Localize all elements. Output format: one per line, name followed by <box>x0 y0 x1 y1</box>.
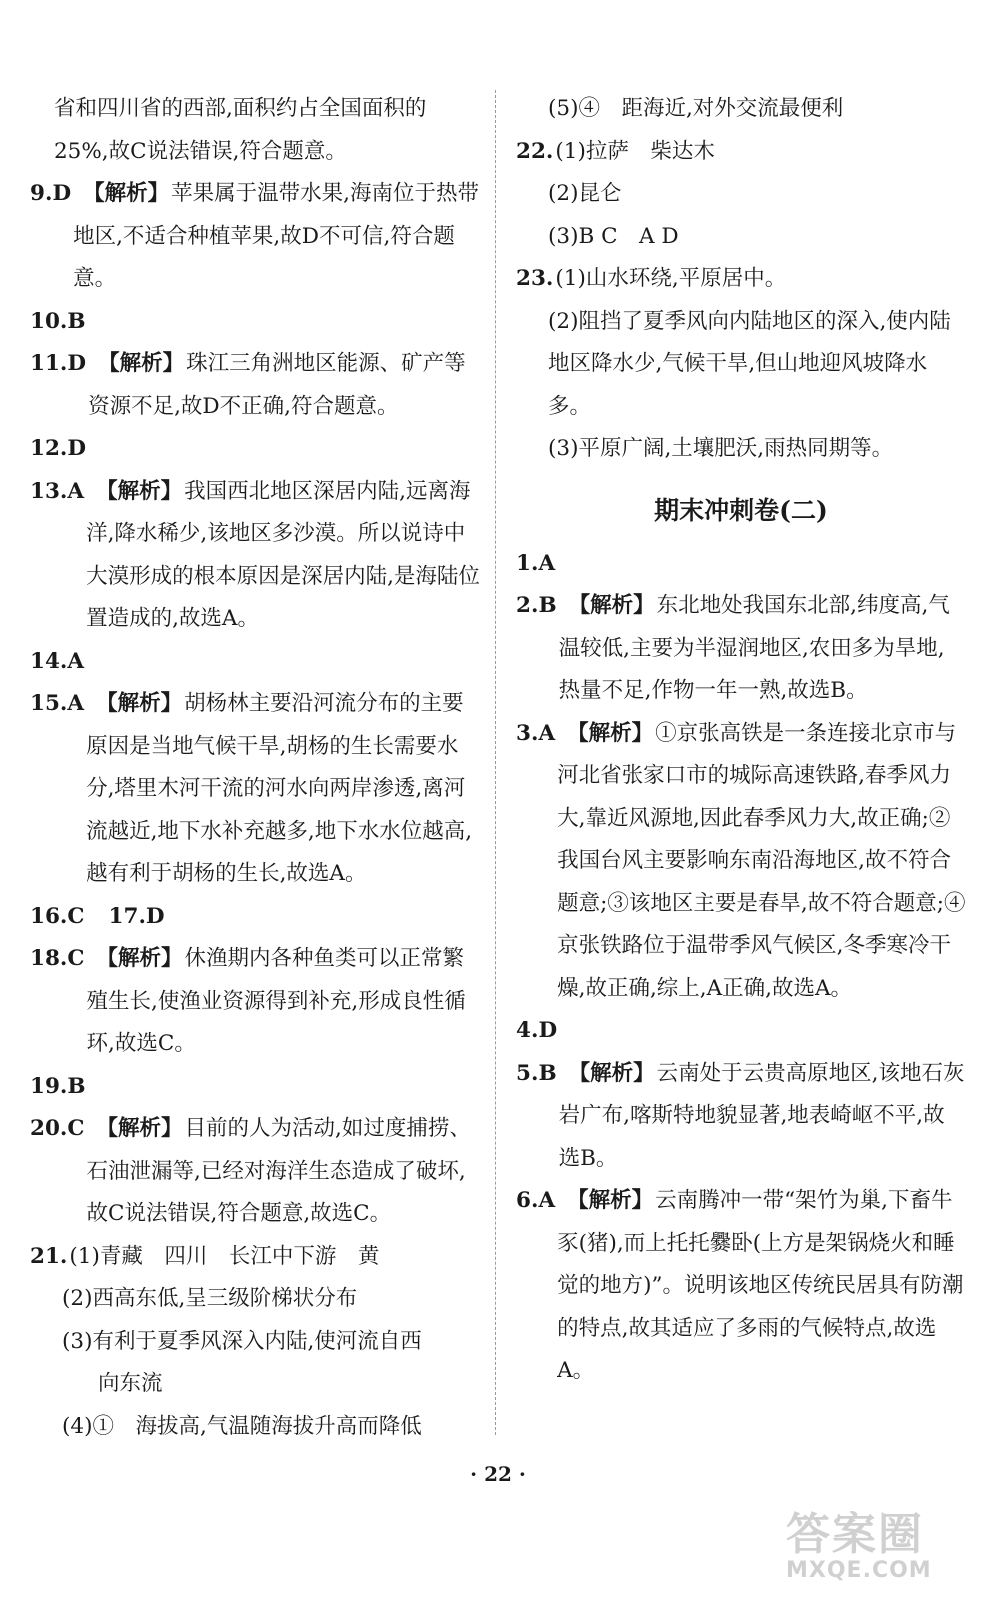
answer-text: 我国西北地区深居内陆,远离海洋,降水稀少,该地区多沙漠。所以说诗中大漠形成的根本原因是深居内陆,是海陆位置造成的,故选A。 <box>86 478 480 631</box>
sub-answer: (2)阻挡了夏季风向内陆地区的深入,使内陆地区降水少,气候干旱,但山地迎风坡降水多。 <box>548 308 951 419</box>
analysis-tag: 【解析】 <box>96 946 183 971</box>
sub-answer: (5)④ 距海近,对外交流最便利 <box>548 96 844 121</box>
answer-item <box>30 471 480 641</box>
answer-item <box>30 343 480 428</box>
question-number: 19.B <box>30 1073 86 1099</box>
answer-text: (1)拉萨 柴达木 <box>555 138 715 164</box>
answer-item <box>30 683 480 896</box>
watermark-url: MXQE.COM <box>786 1558 932 1583</box>
answer-text: 珠江三角洲地区能源、矿产等资源不足,故D不正确,符合题意。 <box>88 351 466 419</box>
page-number: · 22 · <box>470 1462 526 1486</box>
answer-body <box>88 343 480 428</box>
answer-item <box>30 938 480 1066</box>
answer-body <box>559 585 966 713</box>
answer-item <box>30 1108 480 1236</box>
answer-body <box>73 173 480 301</box>
answer-text: ①京张高铁是一条连接北京市与河北省张家口市的城际高速铁路,春季风力大,靠近风源地,因此春季风力大,故正确;②我国台风主要影响东南沿海地区,故不符合题意;③该地区主要是春旱,故不符合题意;④京张铁路位于温带季风气候区,冬季寒冷干燥,故正确,综上,A正确,故选A。 <box>557 720 966 1001</box>
answer-item <box>516 258 966 301</box>
answer-text: 苹果属于温带水果,海南位于热带地区,不适合种植苹果,故D不可信,符合题意。 <box>73 181 479 291</box>
answer-body <box>87 938 480 1066</box>
sub-answer: (3)平原广阔,土壤肥沃,雨热同期等。 <box>548 436 894 461</box>
answer-item <box>30 896 480 939</box>
answer-body <box>86 471 480 641</box>
answer-text: 云南腾冲一带“架竹为巢,下畜牛豕(猪),而上托托爨卧(上方是架锅烧火和睡觉的地方)”。说明该地区传统民居具有防潮的特点,故其适应了多雨的气候特点,故选A。 <box>557 1188 964 1383</box>
analysis-tag: 【解析】 <box>96 478 183 504</box>
watermark-logo <box>786 1509 976 1592</box>
answer-text: 云南处于云贵高原地区,该地石灰岩广布,喀斯特地貌显著,地表崎岖不平,故选B。 <box>558 1060 965 1171</box>
right-column <box>516 88 966 1393</box>
answer-item <box>516 1180 966 1393</box>
question-number: 15.A <box>30 691 85 716</box>
question-number: 22. <box>516 138 554 164</box>
question-number: 13.A <box>30 478 85 504</box>
answer-item <box>516 585 966 713</box>
right-column-bottom <box>516 543 966 1393</box>
answer-item <box>30 428 480 471</box>
answer-text: (1)山水环绕,平原居中。 <box>555 266 787 291</box>
section-title: 期末冲刺卷(二) <box>654 495 828 525</box>
question-number: 6.A <box>516 1188 556 1213</box>
answer-item <box>516 543 966 586</box>
question-number: 12.D <box>30 436 87 461</box>
answer-body <box>557 713 966 1011</box>
sub-answer: (2)西高东低,呈三级阶梯状分布 <box>62 1286 358 1311</box>
right-column-top <box>516 88 966 471</box>
analysis-tag: 【解析】 <box>96 1116 183 1141</box>
analysis-tag: 【解析】 <box>567 1188 654 1213</box>
answer-text: (1)青藏 四川 长江中下游 黄 <box>69 1243 380 1269</box>
answer-body <box>557 1180 966 1393</box>
analysis-tag: 【解析】 <box>98 351 185 376</box>
question-number: 11.D <box>30 351 87 376</box>
question-number: 9.D <box>30 181 72 206</box>
question-number: 1.A <box>516 550 556 576</box>
question-number: 16.C <box>30 903 85 929</box>
answer-item <box>30 1236 480 1279</box>
answer-item <box>516 713 966 1011</box>
question-number: 10.B <box>30 308 86 334</box>
answer-body <box>555 258 966 301</box>
answer-item <box>30 1066 480 1109</box>
question-number: 4.D <box>516 1018 558 1043</box>
watermark-main: 答案圈 <box>786 1509 924 1560</box>
answer-body <box>87 896 480 939</box>
analysis-tag: 【解析】 <box>568 1060 655 1086</box>
answer-body <box>87 1108 480 1236</box>
answer-text: 目前的人为活动,如过度捕捞、石油泄漏等,已经对海洋生态造成了破坏,故C说法错误,符合题意,故选C。 <box>86 1116 471 1226</box>
question-number: 23. <box>516 266 554 291</box>
answer-body <box>559 1053 966 1181</box>
answer-body <box>86 683 480 896</box>
question-number: 21. <box>30 1243 68 1269</box>
answer-item <box>30 641 480 684</box>
answer-item <box>516 1010 966 1053</box>
answer-body <box>555 131 966 174</box>
question-number: 18.C <box>30 946 85 971</box>
answer-text: 胡杨林主要沿河流分布的主要原因是当地气候干旱,胡杨的生长需要水分,塔里木河干流的河水向两岸渗透,离河流越近,地下水补充越多,地下水水位越高,越有利于胡杨的生长,故选A。 <box>86 691 473 886</box>
sub-answer: (4)① 海拔高,气温随海拔升高而降低 <box>62 1413 422 1439</box>
answer-item <box>516 1053 966 1181</box>
analysis-tag: 【解析】 <box>83 181 170 206</box>
sub-answer: (3)有利于夏季风深入内陆,使河流自西 <box>62 1328 422 1354</box>
answer-item <box>30 173 480 301</box>
analysis-tag: 【解析】 <box>96 691 183 716</box>
sub-answer: 向东流 <box>98 1371 163 1396</box>
sub-answer: (2)昆仑 <box>548 181 622 206</box>
answer-text: 东北地处我国东北部,纬度高,气温较低,主要为半湿润地区,农田多为旱地,热量不足,作物一年一熟,故选B。 <box>558 593 950 703</box>
question-number: 3.A <box>516 720 556 746</box>
question-number: 2.B <box>516 593 557 618</box>
question-number: 20.C <box>30 1116 85 1141</box>
sub-answer: (3)B C A D <box>548 223 679 249</box>
analysis-tag: 【解析】 <box>568 593 655 618</box>
column-divider <box>495 90 496 1435</box>
answer-text: 休渔期内各种鱼类可以正常繁殖生长,使渔业资源得到补充,形成良性循环,故选C。 <box>86 946 466 1056</box>
continued-text: 省和四川省的西部,面积约占全国面积的25%,故C说法错误,符合题意。 <box>54 96 427 164</box>
analysis-tag: 【解析】 <box>567 720 654 746</box>
left-column <box>30 88 480 1448</box>
answer-body <box>69 1236 480 1279</box>
answer-item <box>516 131 966 174</box>
question-number: 5.B <box>516 1060 557 1086</box>
question-number: 17.D <box>108 903 165 929</box>
answer-item <box>30 301 480 344</box>
question-number: 14.A <box>30 648 85 674</box>
